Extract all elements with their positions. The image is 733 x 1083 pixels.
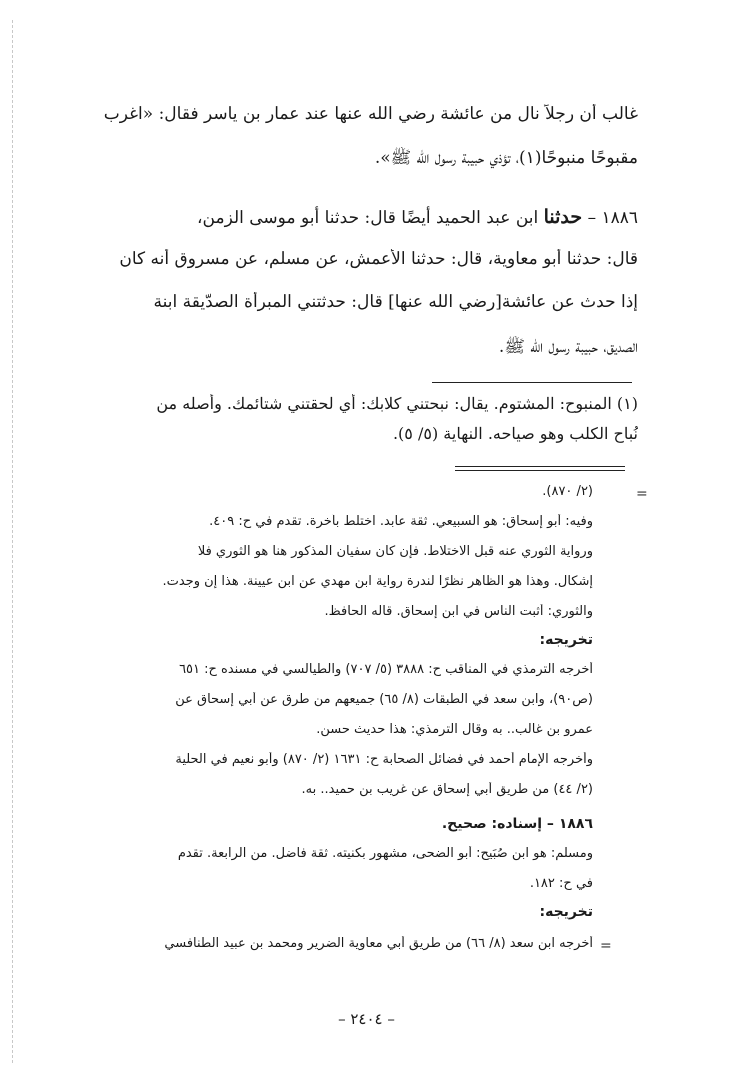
- commentary-separator-top: [455, 466, 625, 467]
- main-text-line: إذا حدث عن عائشة[رضي الله عنها] قال: حدثتني المبرأة الصدّيقة ابنة: [153, 292, 638, 312]
- commentary-line: وفيه: أبو إسحاق: هو السبيعي. ثقة عابد. اختلط بأخرة. تقدم في ح: ٤٠٩.: [209, 514, 593, 529]
- margin-continuation-mark: =: [636, 486, 648, 502]
- section-heading: تخريجه:: [539, 632, 593, 648]
- page-crease: [12, 20, 13, 1063]
- commentary-line: في ح: ١٨٢.: [529, 876, 593, 891]
- margin-continuation-mark: =: [600, 938, 612, 954]
- commentary-line: أخرجه ابن سعد (٨/ ٦٦) من طريق أبي معاوية الضرير ومحمد بن عبيد الطنافسي: [164, 936, 593, 951]
- commentary-line: عمرو بن غالب.. به وقال الترمذي: هذا حديث حسن.: [316, 722, 593, 737]
- commentary-line: ورواية الثوري عنه قبل الاختلاط. فإن كان سفيان المذكور هنا هو الثوري فلا: [197, 544, 593, 559]
- hadith-heading-word: حدثنا: [543, 206, 583, 228]
- commentary-line: إشكال. وهذا هو الظاهر نظرًا لندرة رواية ابن مهدي عن ابن عيينة. هذا إن وجدت.: [162, 574, 593, 589]
- main-text-line: الصديق، حبيبة رسول الله ﷺ.: [498, 337, 638, 357]
- hadith-chain-text: ابن عبد الحميد أيضًا قال: حدثنا أبو موسى الزمن،: [197, 208, 539, 228]
- commentary-line: (٢/ ٨٧٠).: [542, 484, 593, 499]
- commentary-line: وأخرجه الإمام أحمد في فضائل الصحابة ح: ١٦٣١ (٢/ ٨٧٠) وأبو نعيم في الحلية: [175, 752, 593, 767]
- commentary-line: ومسلم: هو ابن صُبَيح: أبو الضحى، مشهور بكنيته. ثقة فاضل. من الرابعة. تقدم: [177, 846, 593, 861]
- commentary-line: (٢/ ٤٤) من طريق أبي إسحاق عن غريب بن حميد.. به.: [301, 782, 593, 797]
- hadith-number: ١٨٨٦ –: [587, 208, 638, 228]
- hadith-opening-line: [93, 206, 638, 228]
- footnote-separator: [432, 382, 632, 383]
- section-heading: ١٨٨٦ – إسناده: صحيح.: [441, 816, 593, 832]
- commentary-separator-bottom: [455, 470, 625, 471]
- commentary-line: أخرجه الترمذي في المناقب ح: ٣٨٨٨ (٥/ ٧٠٧) والطيالسي في مسنده ح: ٦٥١: [179, 662, 593, 677]
- commentary-line: والثوري: أثبت الناس في ابن إسحاق. قاله الحافظ.: [324, 604, 593, 619]
- page-number: – ٢٤٠٤ –: [338, 1010, 395, 1028]
- section-heading: تخريجه:: [539, 904, 593, 920]
- main-text-line: مقبوحًا منبوحًا(١)، تؤذي حبيبة رسول الله ﷺ».: [374, 148, 638, 168]
- footnote-line: (١) المنبوح: المشتوم. يقال: نبحتني كلابك: أي لحقتني شتائمك. وأصله من: [156, 394, 638, 413]
- main-text-line: غالب أن رجلاً نال من عائشة رضي الله عنها عند عمار بن ياسر فقال: «اغرب: [103, 104, 638, 124]
- footnote-line: نُباح الكلب وهو صياحه. النهاية (٥/ ٥).: [392, 424, 638, 443]
- commentary-line: (ص٩٠)، وابن سعد في الطبقات (٨/ ٦٥) جميعهم من طرق عن أبي إسحاق عن: [175, 692, 593, 707]
- main-text-line: قال: حدثنا أبو معاوية، قال: حدثنا الأعمش، عن مسلم، عن مسروق أنه كان: [119, 249, 638, 269]
